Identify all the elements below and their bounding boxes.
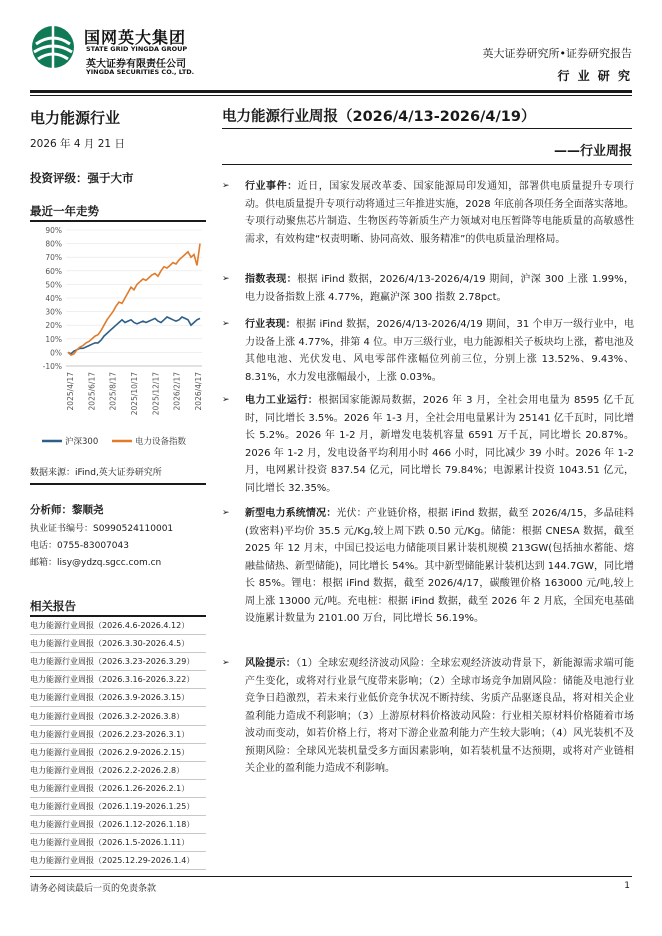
paragraph-new-power-system bbox=[222, 505, 634, 628]
footer-divider bbox=[30, 876, 632, 877]
chart-x-tick-label: 2025/6/17 bbox=[87, 372, 97, 411]
related-report-item[interactable]: 电力能源行业周报（2026.3.16-2026.3.22） bbox=[30, 675, 195, 685]
paragraph-industry-performance bbox=[222, 316, 634, 386]
arrow-bullet-icon: ➢ bbox=[222, 181, 230, 191]
related-report-item[interactable]: 电力能源行业周报（2026.3.23-2026.3.29） bbox=[30, 657, 195, 667]
report-subtitle: ——行业周报 bbox=[553, 144, 632, 159]
chart-y-tick-label: 80% bbox=[45, 239, 62, 249]
related-report-separator bbox=[30, 670, 206, 671]
chart-x-tick-label: 2025/10/17 bbox=[130, 372, 139, 416]
report-date: 2026 年 4 月 21 日 bbox=[30, 138, 125, 150]
related-report-item[interactable]: 电力能源行业周报（2026.3.2-2026.3.8） bbox=[30, 711, 185, 721]
title-divider bbox=[222, 128, 632, 129]
chart-y-tick-label: 30% bbox=[45, 307, 62, 317]
related-report-item[interactable]: 电力能源行业周报（2026.4.6-2026.4.12） bbox=[30, 621, 190, 630]
chart-legend-label: 沪深300 bbox=[65, 437, 99, 447]
related-report-separator bbox=[30, 634, 206, 635]
data-source: 数据来源：iFind,英大证券研究所 bbox=[30, 468, 162, 478]
investment-rating: 投资评级：强于大市 bbox=[30, 171, 134, 185]
source-divider bbox=[30, 483, 206, 485]
related-report-item[interactable]: 电力能源行业周报（2025.12.29-2026.1.4） bbox=[30, 856, 195, 866]
logo-group-name-en: STATE GRID YINGDA GROUP bbox=[86, 45, 188, 53]
related-report-item[interactable]: 电力能源行业周报（2026.1.26-2026.2.1） bbox=[30, 783, 190, 793]
related-report-separator bbox=[30, 688, 206, 689]
chart-y-tick-label: 90% bbox=[45, 226, 62, 235]
analyst bbox=[30, 502, 104, 517]
header-divider-thin bbox=[30, 95, 632, 96]
arrow-bullet-icon: ➢ bbox=[222, 395, 230, 405]
paragraph-power-industry bbox=[222, 392, 634, 497]
footer-disclaimer: 请务必阅读最后一页的免责条款 bbox=[30, 884, 157, 894]
chart-series-line-0 bbox=[68, 317, 200, 354]
paragraph-text: 根据国家能源局数据，2026 年 3 月，全社会用电量为 8595 亿千瓦时，同比增长 3.5%。2026 年 1-3 月，全社会用电量累计为 25141 亿千瓦时，同比增长 5.2%。2026 年 1-2 月，新增发电装机容量 6591 万千瓦，同比增长 20.87%。2026 年 1-2 月，发电设备平均利用小时 466 小时，同比减少 39 小时。2026 年 1-2 月，电网累计投资 837.54 亿元，同比增长 79.84%；电源累计投资 1043.51 亿元，同比增长 32.35%。 bbox=[245, 395, 635, 494]
paragraph-text: （1）全球宏观经济波动风险：全球宏观经济波动背景下，新能源需求端可能产生变化，或将对行业景气度带来影响；（2）全球市场竞争加剧风险：储能及电池行业竞争日趋激烈，若未来行业低价竞争状况不断持续、劣质产品驱逐良品，将对相关企业盈利能力造成不利影响；（3）上游原材料价格波动风险：行业相关原材料价格随着市场波动而变动，如若价格上行，将对下游企业盈利能力产生较大影响；（4）风光装机不及预期风险：全球风光装机量受多方面因素影响，如若装机量不达预期，或将对产业链相关企业的盈利能力造成不利影响。 bbox=[245, 658, 634, 774]
company-name-en: YINGDA SECURITIES CO., LTD. bbox=[86, 68, 195, 76]
related-report-separator bbox=[30, 706, 206, 707]
page-number: 1 bbox=[624, 881, 630, 891]
paragraph-label: 风险提示： bbox=[245, 658, 297, 669]
chart-x-tick-label: 2025/4/17 bbox=[66, 372, 75, 411]
related-report-item[interactable]: 电力能源行业周报（2026.3.9-2026.3.15） bbox=[30, 693, 190, 703]
analyst-name: 黎顺尧 bbox=[72, 504, 104, 516]
related-report-item[interactable]: 电力能源行业周报（2026.2.23-2026.3.1） bbox=[30, 729, 190, 739]
chart-y-tick-label: 20% bbox=[45, 321, 62, 331]
chart-y-tick-label: 60% bbox=[45, 266, 62, 276]
related-report-separator bbox=[30, 779, 206, 780]
analyst-email: 邮箱：lisy@ydzq.sgcc.com.cn bbox=[30, 558, 162, 568]
arrow-bullet-icon: ➢ bbox=[222, 658, 230, 668]
chart-series-line-1 bbox=[68, 244, 200, 356]
trend-chart-svg bbox=[30, 222, 208, 458]
related-report-separator bbox=[30, 761, 206, 762]
paragraph-label: 行业表现： bbox=[245, 319, 296, 330]
arrow-bullet-icon: ➢ bbox=[222, 319, 230, 329]
related-report-item[interactable]: 电力能源行业周报（2026.1.12-2026.1.18） bbox=[30, 820, 195, 830]
chart-y-tick-label: 70% bbox=[45, 253, 62, 263]
paragraph-text: 根据 iFind 数据，2026/4/13-2026/4/19 期间，31 个申万一级行业中，电力设备上涨 4.77%，排第 4 位。申万三级行业，电力能源相关子板块均上涨，蓄电池及其他电池、光伏发电、风电零部件涨幅位列前三位，分别上涨 13.52%、9.43%、8.31%，水力发电涨幅最小，上涨 0.03%。 bbox=[245, 319, 634, 383]
related-report-separator bbox=[30, 652, 206, 653]
industry-name: 电力能源行业 bbox=[30, 109, 121, 127]
related-section-divider bbox=[30, 615, 206, 617]
company-logo-icon bbox=[30, 24, 76, 70]
related-report-item[interactable]: 电力能源行业周报（2026.1.5-2026.1.11） bbox=[30, 838, 190, 848]
paragraph-industry-event bbox=[222, 178, 634, 248]
related-report-item[interactable]: 电力能源行业周报（2026.3.30-2026.4.5） bbox=[30, 639, 190, 649]
arrow-bullet-icon: ➢ bbox=[222, 274, 230, 284]
chart-y-tick-label: 40% bbox=[45, 294, 62, 303]
report-title: 电力能源行业周报（2026/4/13-2026/4/19） bbox=[222, 109, 536, 125]
chart-x-tick-label: 2026/2/17 bbox=[172, 372, 182, 411]
related-report-separator bbox=[30, 833, 206, 834]
chart-x-tick-label: 2025/12/17 bbox=[151, 372, 161, 416]
related-report-separator bbox=[30, 797, 206, 798]
related-report-item[interactable]: 电力能源行业周报（2026.2.9-2026.2.15） bbox=[30, 747, 190, 757]
analyst-phone: 电话：0755-83007043 bbox=[30, 541, 129, 551]
analyst-cert: 执业证书编号：S0990524110001 bbox=[30, 524, 174, 534]
paragraph-label: 新型电力系统情况： bbox=[245, 508, 337, 519]
analyst-label: 分析师： bbox=[30, 504, 72, 516]
paragraph-label: 电力工业运行： bbox=[245, 395, 319, 406]
related-report-separator bbox=[30, 743, 206, 744]
related-report-separator bbox=[30, 725, 206, 726]
paragraph-label: 行业事件： bbox=[245, 181, 298, 192]
logo-group-name: 国网英大集团 bbox=[84, 28, 187, 47]
paragraph-text: 近日，国家发展改革委、国家能源局印发通知，部署供电质量提升专项行动。供电质量提升专项行动将通过三年推进实施，2028 年底前各项任务全面落实落地。专项行动聚焦芯片制造、生物医药等新质生产力领域对电压暂降等电能质量的高敏感性需求，有效构建“权责明晰、协同高效、服务精准”的供电质量治理格局。 bbox=[245, 181, 635, 245]
paragraph-risk bbox=[222, 655, 634, 778]
related-report-item[interactable]: 电力能源行业周报（2026.1.19-2026.1.25） bbox=[30, 802, 195, 811]
report-type: 行 业 研 究 bbox=[557, 69, 632, 83]
chart-y-tick-label: 0% bbox=[50, 348, 62, 358]
related-report-separator bbox=[30, 851, 206, 852]
trend-chart bbox=[30, 222, 208, 458]
subtitle-divider bbox=[222, 164, 632, 165]
paragraph-text: 光伏：产业链价格，根据 iFind 数据，截至 2026/4/15，多晶硅料(致密料)平均价 35.5 元/Kg,较上周下跌 0.50 元/Kg。储能：根据 CNESA 数据，截至 2025 年 12 月末，中国已投运电力储能项目累计装机规模 213GW(包括抽水蓄能、熔融盐储热、新型储能)，同比增长 54%。其中新型储能累计装机达到 144.7GW，同比增长 85%。锂电：根据 iFind 数据，截至 2026/4/17，碳酸锂价格 163000 元/吨,较上周上涨 13000 元/吨。充电桩：根据 iFind 数据，截至 2026 年 2 月底，全国充电基础设施累计数量为 2101.00 万台，同比增长 56.19%。 bbox=[245, 508, 635, 624]
related-report-item[interactable]: 电力能源行业周报（2026.2.2-2026.2.8） bbox=[30, 765, 185, 775]
report-source: 英大证券研究所•证券研究报告 bbox=[482, 47, 632, 60]
paragraph-index-performance bbox=[222, 271, 634, 306]
paragraph-label: 指数表现： bbox=[245, 274, 298, 285]
chart-x-tick-label: 2026/4/17 bbox=[194, 372, 203, 411]
chart-y-tick-label: 10% bbox=[45, 334, 62, 344]
related-section-title: 相关报告 bbox=[30, 599, 76, 613]
chart-x-tick-label: 2025/8/17 bbox=[108, 372, 118, 411]
chart-legend-label: 电力设备指数 bbox=[135, 437, 187, 447]
arrow-bullet-icon: ➢ bbox=[222, 508, 230, 518]
header-divider bbox=[30, 90, 632, 93]
paragraph-text: 根据 iFind 数据，2026/4/13-2026/4/19 期间，沪深 300 上涨 1.99%，电力设备指数上涨 4.77%，跑赢沪深 300 指数 2.78pct。 bbox=[245, 274, 634, 303]
chart-y-tick-label: -10% bbox=[42, 362, 62, 371]
chart-y-tick-label: 50% bbox=[45, 280, 62, 290]
trend-section-title: 最近一年走势 bbox=[30, 204, 99, 218]
related-report-separator bbox=[30, 815, 206, 816]
company-name: 英大证券有限责任公司 bbox=[86, 59, 186, 70]
related-report-separator bbox=[30, 869, 206, 870]
